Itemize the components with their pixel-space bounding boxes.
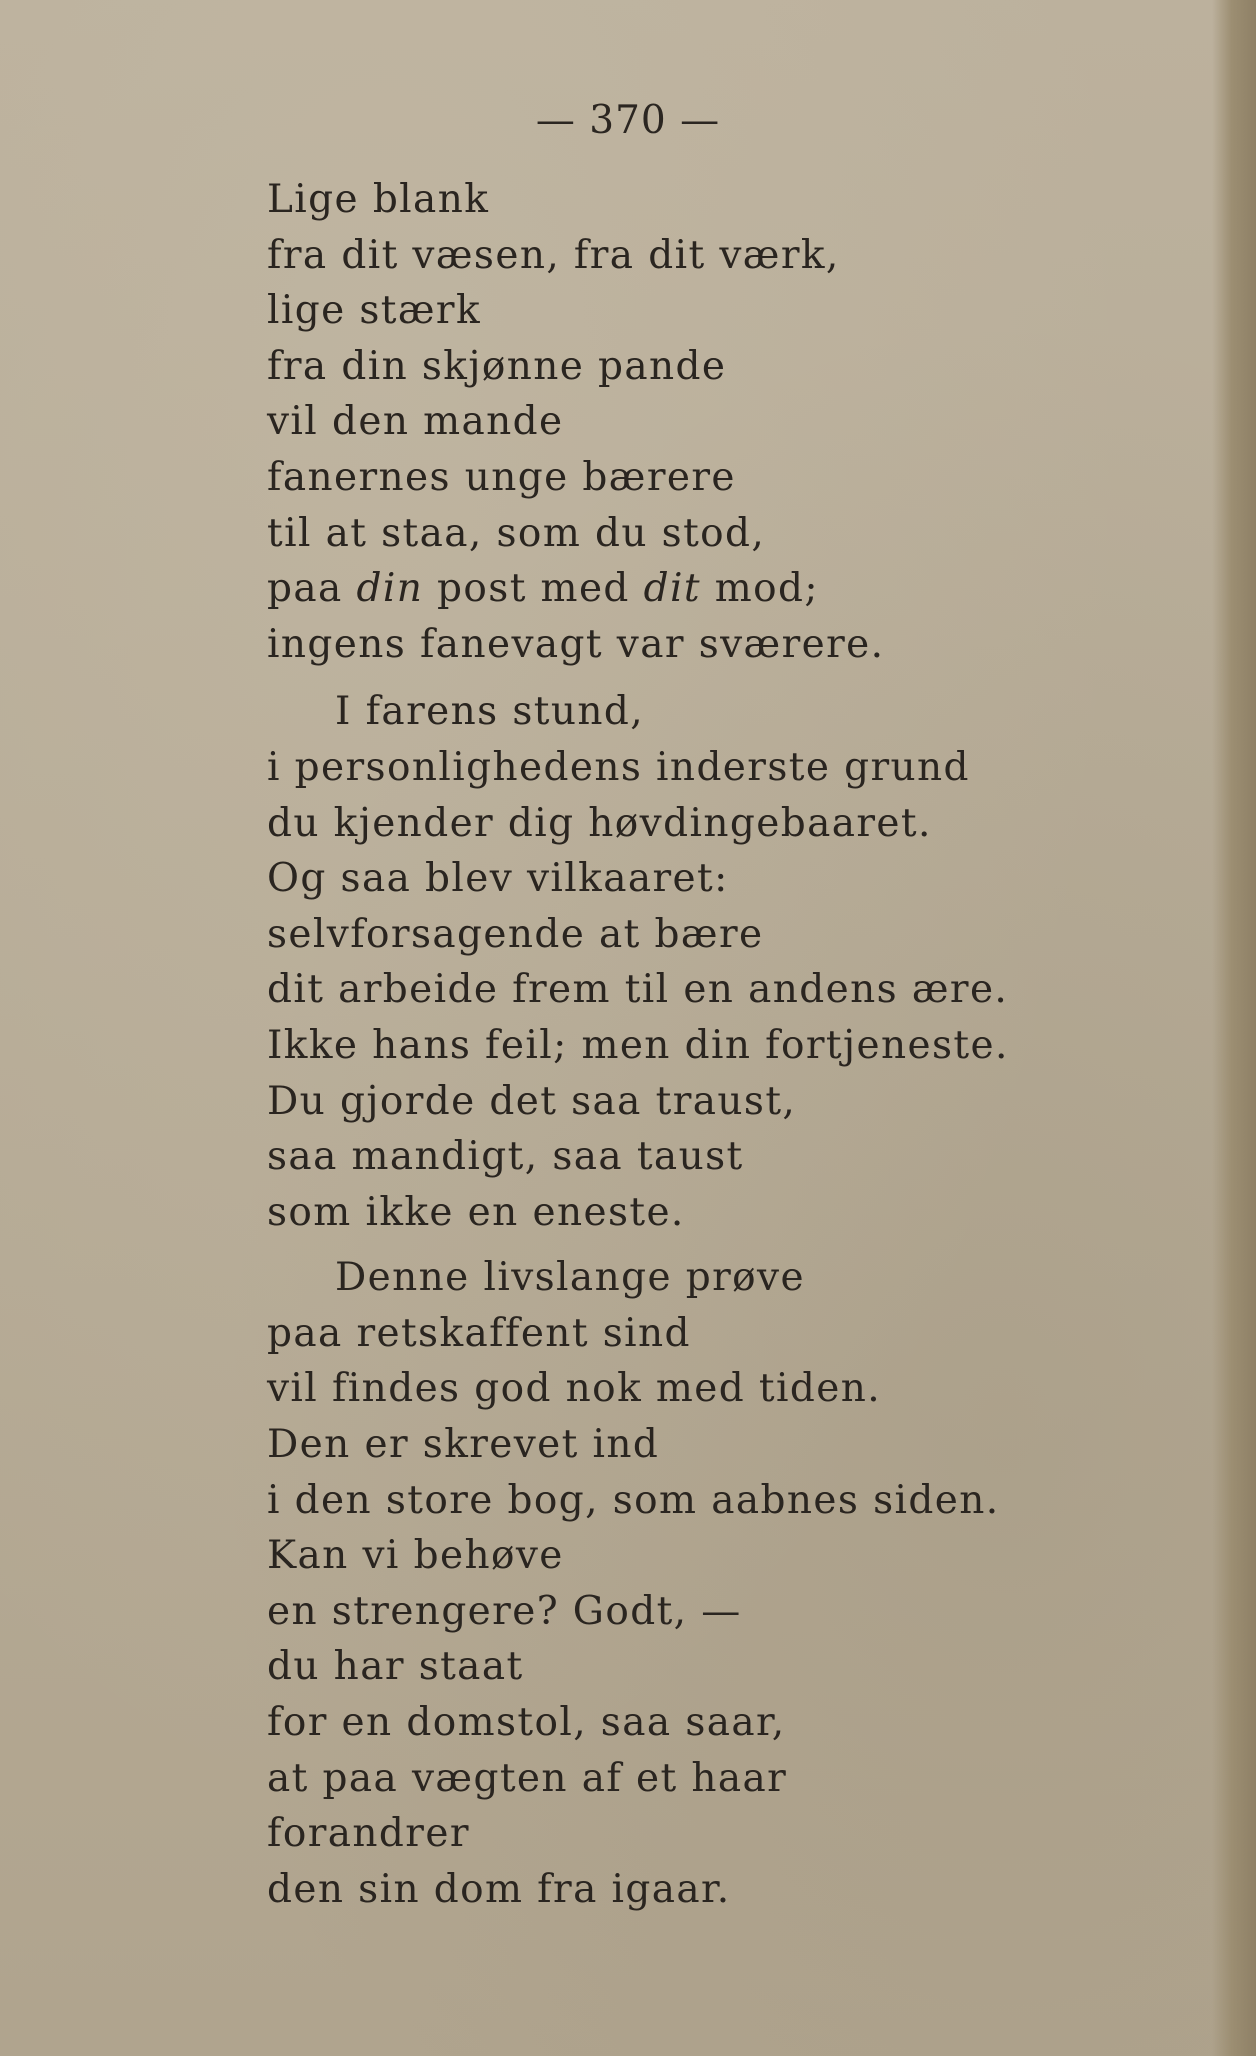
poem-line: selvforsagende at bære [267,911,764,957]
line-text: mod; [700,566,819,612]
poem-line: saa mandigt, saa taust [267,1134,744,1180]
poem-line: en strengere? Godt, — [267,1588,742,1634]
page-edge-shadow [1212,0,1256,2056]
poem-line: Du gjorde det saa traust, [267,1078,797,1124]
poem-line: I farens stund, [335,689,645,735]
poem-line: fra din skjønne pande [267,343,727,389]
poem-line: fra dit væsen, fra dit værk, [267,232,840,278]
poem-line: vil findes god nok med tiden. [267,1366,882,1412]
poem-line: i den store bog, som aabnes siden. [267,1477,1000,1523]
emphasis-din: din [356,566,424,612]
poem-line: Den er skrevet ind [267,1422,660,1468]
poem-line: ingens fanevagt var sværere. [267,621,885,667]
poem-line: den sin dom fra igaar. [267,1866,731,1912]
page-number: — 370 — [535,98,721,143]
poem-line: dit arbeide frem til en andens ære. [267,967,1009,1013]
poem-line: paa retskaffent sind [267,1310,691,1356]
poem-line: forandrer [267,1811,470,1857]
poem-line: lige stærk [267,288,482,334]
poem-text [267,172,1167,1917]
poem-line: Denne livslange prøve [335,1255,805,1301]
line-text: post med [423,566,644,612]
poem-line: Kan vi behøve [267,1533,564,1579]
poem-line: fanernes unge bærere [267,454,736,500]
poem-line: du har staat [267,1644,524,1690]
poem-line: i personlighedens inderste grund [267,744,970,790]
poem-line: Lige blank [267,177,490,222]
poem-line: til at staa, som du stod, [267,510,766,556]
poem-line: som ikke en eneste. [267,1189,685,1235]
poem-line-with-emphasis [267,561,1167,617]
poem-line: Ikke hans feil; men din fortjeneste. [267,1022,1009,1068]
poem-line: Og saa blev vilkaaret: [267,856,729,902]
emphasis-dit: dit [643,566,701,612]
poem-line: vil den mande [267,399,564,445]
poem-line: du kjender dig høvdingebaaret. [267,800,932,846]
poem-line: at paa vægten af et haar [267,1755,788,1801]
poem-line: for en domstol, saa saar, [267,1700,786,1746]
line-text: paa [267,566,357,612]
